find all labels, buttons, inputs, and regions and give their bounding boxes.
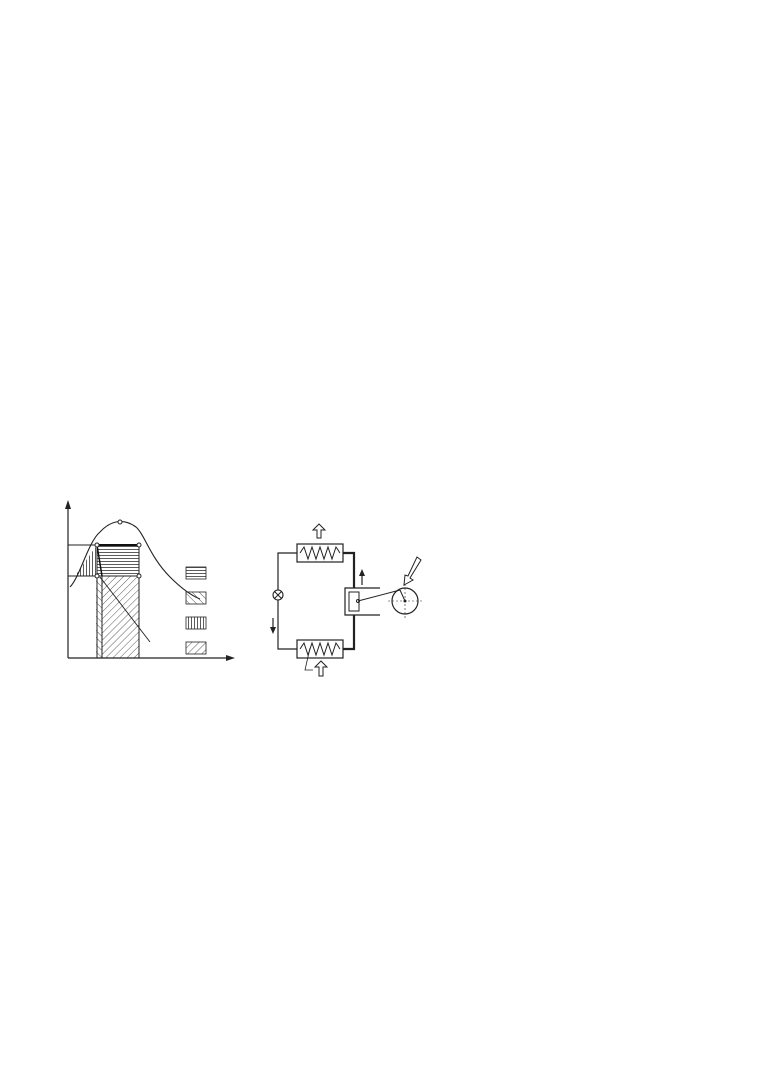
area-lr — [75, 545, 97, 576]
refrigerator-schematic-figure — [255, 500, 435, 680]
area-qo — [102, 576, 139, 658]
ts-diagram-figure — [40, 497, 260, 677]
heat-in-arrow-icon — [315, 661, 327, 676]
area-lob — [97, 545, 139, 576]
work-in-arrow-icon — [404, 557, 421, 585]
heat-out-arrow-icon — [313, 524, 325, 538]
